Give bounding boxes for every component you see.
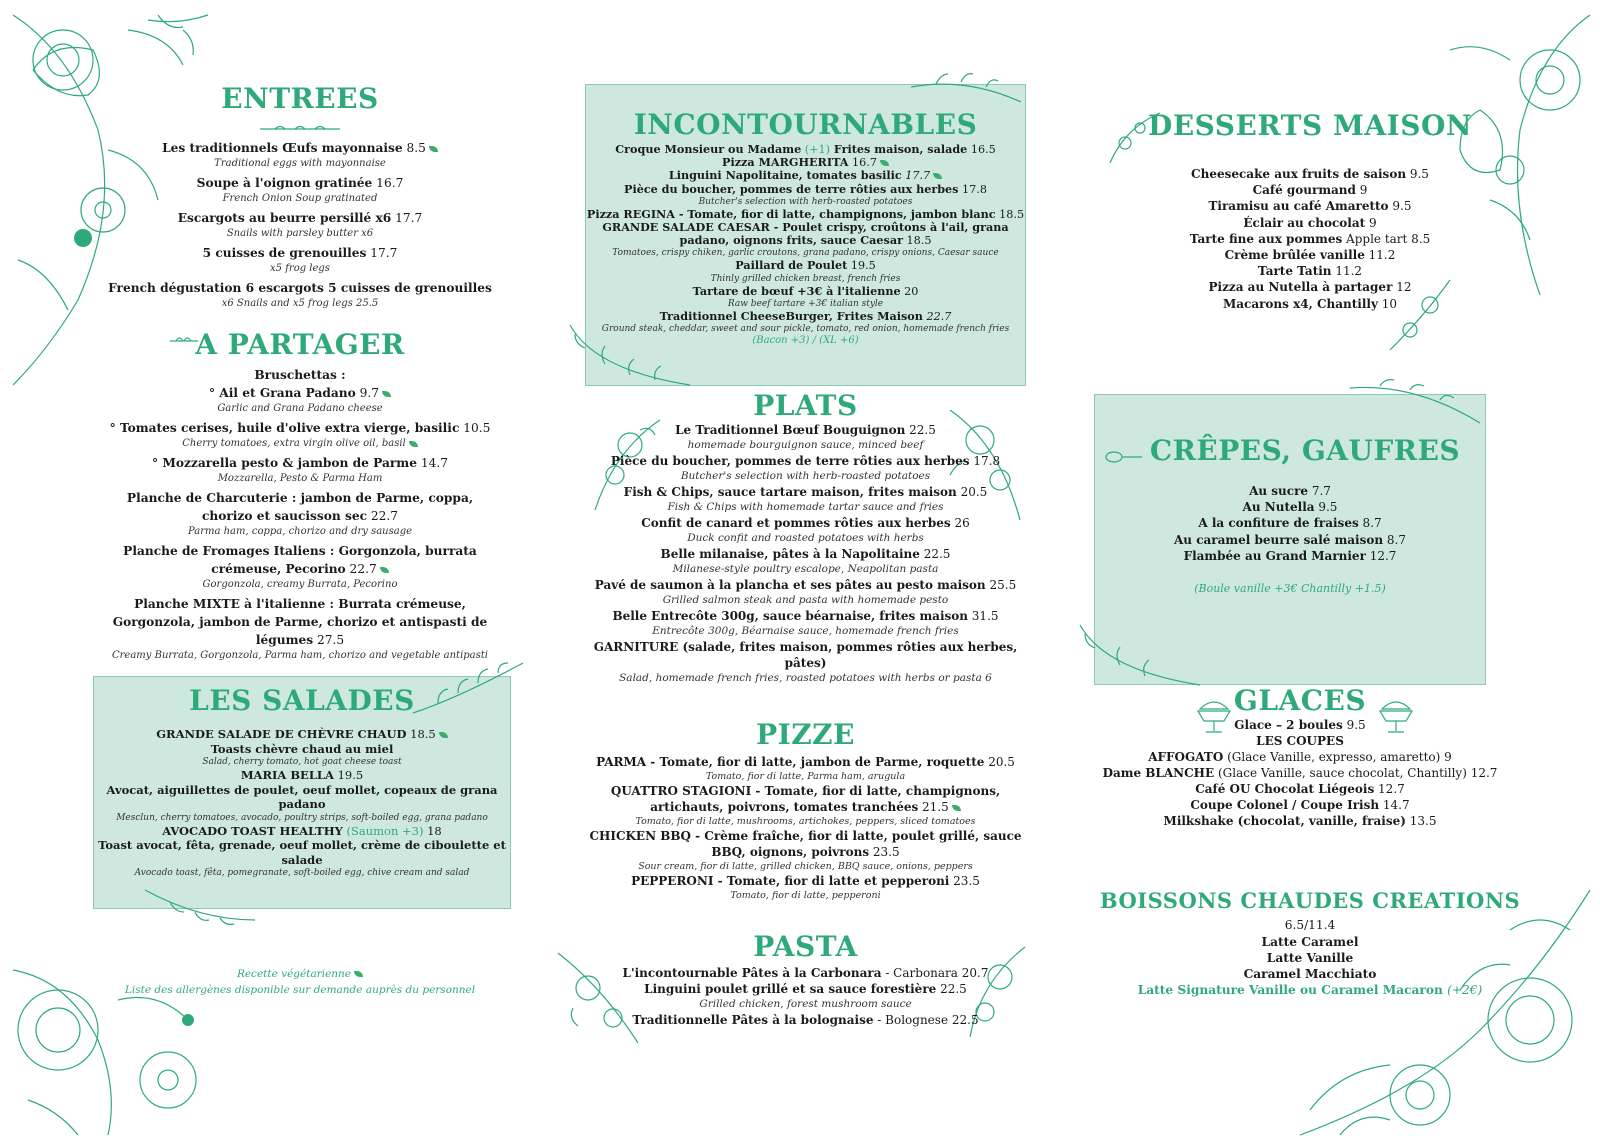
item-translation: Creamy Burrata, Gorgonzola, Parma ham, chorizo and vegetable antipasti <box>111 650 488 661</box>
menu-item <box>1080 717 1520 733</box>
item-price: 17.7 <box>366 246 398 260</box>
item-price: 22.7 <box>345 562 377 576</box>
item-translation: Tomato, fior di latte, mushrooms, artichokes, peppers, sliced tomatoes <box>635 816 976 827</box>
item-translation: Salad, cherry tomato, hot goat cheese toast <box>202 757 402 767</box>
item-price: 9.5 <box>1314 500 1338 515</box>
menu-item <box>1100 182 1520 198</box>
item-price: 16.5 <box>967 143 996 156</box>
item-name: GRANDE SALADE DE CHÈVRE CHAUD <box>156 727 407 741</box>
item-description: Avocat, aiguillettes de poulet, oeuf mollet, copeaux de grana padano <box>106 782 498 811</box>
item-name: Pièce du boucher, pommes de terre rôties aux herbes <box>624 181 959 196</box>
leaf-icon <box>952 805 961 811</box>
item-price: 17.7 <box>391 211 423 225</box>
entrees-section <box>100 82 500 315</box>
item-price: 22.5 <box>905 423 936 437</box>
item-translation: Grilled chicken, forest mushroom sauce <box>699 998 912 1010</box>
item-translation: Salad, homemade french fries, roasted potatoes with herbs or pasta 6 <box>619 672 992 684</box>
menu-item <box>585 422 1026 438</box>
item-price: 22.7 <box>922 309 952 323</box>
item-translation: Raw beef tartare +3€ italian style <box>727 298 884 309</box>
signature-note: (+2€) <box>1447 983 1483 997</box>
boissons-title: BOISSONS CHAUDES CREATIONS <box>1099 888 1521 913</box>
sprig-decoration <box>1385 275 1455 355</box>
item-name: Au sucre <box>1249 484 1309 498</box>
item-translation: homemade bourguignon sauce, minced beef <box>687 439 924 451</box>
item-name: A la confiture de fraises <box>1198 516 1359 531</box>
leaf-icon <box>354 971 363 977</box>
menu-item <box>1080 765 1520 781</box>
partager-section <box>100 328 500 666</box>
menu-item <box>1094 499 1486 515</box>
item-price: 22.5 <box>919 547 951 561</box>
menu-item <box>585 873 1026 889</box>
item-name: Planche de Fromages Italiens : Gorgonzola, burrata crémeuse, Pecorino <box>123 544 477 576</box>
menu-item <box>100 542 500 578</box>
item-translation: Gorgonzola, creamy Burrata, Pecorino <box>202 579 398 590</box>
pasta-title: PASTA <box>753 930 858 963</box>
item-name: Belle Entrecôte 300g, sauce béarnaise, frites maison <box>612 609 968 623</box>
menu-item <box>100 280 500 297</box>
partager-title: A PARTAGER <box>195 328 405 361</box>
item-price: (Glace Vanille, sauce chocolat, Chantilly) 12.7 <box>1214 766 1498 780</box>
item-name: Soupe à l'oignon gratinée <box>196 176 373 190</box>
leaf-icon <box>380 567 389 573</box>
item-translation: Thinly grilled chicken breast, french fries <box>710 273 901 284</box>
item-name: Pizza REGINA - Tomate, fior di latte, champignons, jambon blanc <box>586 206 996 221</box>
item-name: Pièce du boucher, pommes de terre rôties aux herbes <box>610 454 970 468</box>
item-price: 8.7 <box>1358 516 1382 531</box>
item-price: 22.5 <box>936 982 967 996</box>
item-name: French dégustation 6 escargots 5 cuisses de grenouilles <box>108 281 492 295</box>
item-price: 11.2 <box>1331 264 1363 279</box>
item-translation: French Onion Soup gratinated <box>222 193 378 204</box>
item-name: GARNITURE (salade, frites maison, pommes rôties aux herbes, pâtes) <box>593 640 1018 670</box>
item-translation: Mesclun, cherry tomatoes, avocado, poultry strips, soft-boiled egg, grana padano <box>116 812 488 823</box>
item-price: 31.5 <box>967 609 999 623</box>
item-name: L'incontournable Pâtes à la Carbonara <box>622 966 882 980</box>
item-price: (Glace Vanille, expresso, amaretto) 9 <box>1223 750 1452 764</box>
item-name: Tarte Tatin <box>1257 264 1332 279</box>
item-translation: Butcher's selection with herb-roasted potatoes <box>680 470 931 482</box>
drink-item: Latte Vanille <box>1266 951 1354 965</box>
item-translation: Grilled salmon steak and pasta with homemade pesto <box>662 594 949 606</box>
glaces-section <box>1080 684 1520 829</box>
item-name: Traditionnel CheeseBurger, Frites Maison <box>659 308 923 323</box>
item-name: Les traditionnels Œufs mayonnaise <box>162 141 403 155</box>
menu-item <box>100 419 500 437</box>
menu-item <box>1100 198 1520 214</box>
item-price: 9.5 <box>1342 718 1366 732</box>
leaf-icon <box>880 160 889 166</box>
item-name: Linguini Napolitaine, tomates basilic <box>668 168 902 183</box>
item-price: 10.5 <box>459 421 491 435</box>
menu-item <box>100 140 500 157</box>
menu-item <box>1100 231 1520 247</box>
sprig-decoration <box>140 880 260 930</box>
item-translation: Butcher's selection with herb-roasted potatoes <box>698 196 913 207</box>
item-translation: Garlic and Grana Padano cheese <box>217 403 383 414</box>
desserts-title: DESSERTS MAISON <box>1148 109 1472 142</box>
menu-item <box>585 1012 1026 1028</box>
sprig-decoration <box>255 124 345 134</box>
item-translation: Tomato, fior di latte, Parma ham, arugula <box>705 771 906 782</box>
item-name: Croque Monsieur ou Madame <box>615 142 802 156</box>
item-name: AVOCADO TOAST HEALTHY <box>162 823 343 838</box>
item-price: 18.5 <box>406 727 436 741</box>
menu-item <box>585 515 1026 531</box>
menu-item <box>585 639 1026 671</box>
item-price: 18.5 <box>902 234 932 248</box>
item-price: 26 <box>950 516 970 530</box>
item-price: 22.7 <box>367 509 399 523</box>
item-price: 9.5 <box>1406 167 1429 181</box>
menu-item <box>585 783 1026 815</box>
menu-item <box>1094 483 1486 499</box>
item-price: 9 <box>1365 215 1377 230</box>
item-translation: Milanese-style poultry escalope, Neapolitan pasta <box>672 563 939 575</box>
item-name: Crème brûlée vanille <box>1224 248 1365 263</box>
item-price: 25.5 <box>985 578 1017 592</box>
menu-item <box>1100 247 1520 263</box>
menu-item <box>100 384 500 402</box>
item-price: 16.7 <box>372 176 404 190</box>
leaf-icon <box>382 391 391 397</box>
menu-item <box>1100 263 1520 279</box>
menu-item <box>585 453 1026 469</box>
menu-item <box>100 245 500 262</box>
crepes-section <box>1094 434 1486 595</box>
menu-item <box>585 183 1026 196</box>
item-name: AFFOGATO <box>1148 750 1224 764</box>
item-name: Tarte fine aux pommes <box>1189 231 1343 246</box>
menu-item <box>585 981 1026 997</box>
item-name: Planche de Charcuterie : jambon de Parme, coppa, chorizo et saucisson sec <box>126 491 474 523</box>
menu-item <box>93 768 511 783</box>
item-name: Planche MIXTE à l'italienne : Burrata crémeuse, Gorgonzola, jambon de Parme, chorizo et antispasti de légumes <box>112 597 488 647</box>
menu-item <box>1094 532 1486 548</box>
item-name-2: Frites maison, salade <box>829 142 968 156</box>
item-price: 20 <box>900 284 919 298</box>
item-price: 8.5 <box>402 141 426 155</box>
plats-title: PLATS <box>753 389 858 422</box>
menu-item <box>1080 733 1520 749</box>
incontournables-note: (Bacon +3) / (XL +6) <box>752 335 859 347</box>
footnotes <box>100 968 500 996</box>
item-name: Éclair au chocolat <box>1243 215 1366 230</box>
item-name: ° Mozzarella pesto & jambon de Parme <box>152 456 417 470</box>
leaf-icon <box>933 173 942 179</box>
item-translation: Parma ham, coppa, chorizo and dry sausage <box>187 526 413 537</box>
item-price: 19.5 <box>333 768 364 782</box>
item-price: 19.5 <box>847 259 876 273</box>
item-price: 17.7 <box>901 169 931 183</box>
menu-item <box>93 727 511 742</box>
item-price: 14.7 <box>1379 798 1410 812</box>
bruschettas-label: Bruschettas : <box>254 368 346 382</box>
menu-item <box>585 965 1026 981</box>
menu-item <box>1080 797 1520 813</box>
item-name: Pizza MARGHERITA <box>722 155 849 170</box>
vegetarian-note: Recette végétarienne <box>236 968 352 980</box>
item-name: GRANDE SALADE CAESAR - Poulet crispy, croûtons à l'ail, grana padano, oignons frits, sauce Caesar <box>602 220 1009 248</box>
menu-item <box>1080 781 1520 797</box>
item-name: Dame BLANCHE <box>1102 766 1215 780</box>
menu-item <box>100 595 500 649</box>
item-translation: Tomato, fior di latte, pepperoni <box>730 890 881 901</box>
item-name: Paillard de Poulet <box>735 258 848 273</box>
crepes-note: (Boule vanille +3€ Chantilly +1.5) <box>1194 582 1386 596</box>
salades-title: LES SALADES <box>189 684 415 717</box>
item-price: 18 <box>423 823 442 838</box>
glaces-title: GLACES <box>1233 684 1367 717</box>
item-name: Le Traditionnel Bœuf Bouguignon <box>675 423 906 437</box>
item-price: 20.5 <box>984 755 1015 769</box>
item-price: 8.7 <box>1383 532 1406 547</box>
menu-item <box>93 824 511 839</box>
menu-item <box>585 546 1026 562</box>
item-name: ° Ail et Grana Padano <box>208 386 356 400</box>
pasta-section <box>585 930 1026 1028</box>
item-price: 12 <box>1392 280 1412 295</box>
item-name: Au caramel beurre salé maison <box>1174 532 1384 547</box>
item-price: 13.5 <box>1405 814 1437 828</box>
item-price: 14.7 <box>416 456 448 470</box>
menu-item <box>1100 166 1520 182</box>
sprig-decoration <box>1345 378 1485 428</box>
item-description: Toasts chèvre chaud au miel <box>210 741 394 756</box>
item-price: 12.7 <box>1374 782 1405 796</box>
item-name: Confit de canard et pommes rôties aux herbes <box>641 516 951 530</box>
item-price: 23.5 <box>949 874 980 888</box>
menu-item <box>585 484 1026 500</box>
sprig-decoration <box>168 334 200 348</box>
item-name: ° Tomates cerises, huile d'olive extra vierge, basilic <box>109 421 460 435</box>
item-translation: Entrecôte 300g, Béarnaise sauce, homemade french fries <box>652 625 959 637</box>
item-name: Tiramisu au café Amaretto <box>1208 199 1389 214</box>
item-price: 18.5 <box>995 207 1025 221</box>
drink-item: Latte Caramel <box>1261 935 1359 949</box>
item-price: 17.8 <box>958 182 987 196</box>
menu-item <box>1080 749 1520 765</box>
menu-item <box>1094 515 1486 531</box>
item-name: 5 cuisses de grenouilles <box>202 246 367 260</box>
item-price: - Bolognese 22.5 <box>873 1013 979 1027</box>
desserts-section <box>1100 109 1520 312</box>
menu-item <box>585 608 1026 624</box>
item-translation: Ground steak, cheddar, sweet and sour pickle, tomato, red onion, homemade french fries <box>601 324 1010 335</box>
menu-item <box>585 754 1026 770</box>
item-price: 9.7 <box>355 386 380 400</box>
item-name: Tartare de bœuf +3€ à l'italienne <box>692 283 901 298</box>
menu-item <box>100 175 500 192</box>
menu-item <box>100 210 500 227</box>
boissons-price: 6.5/11.4 <box>1284 918 1336 932</box>
item-price: 9 <box>1355 183 1368 198</box>
item-price: 16.7 <box>848 156 877 170</box>
menu-item <box>585 310 1026 323</box>
item-price: Apple tart 8.5 <box>1342 231 1431 246</box>
incontournables-section <box>585 108 1026 346</box>
signature-drink: Latte Signature Vanille ou Caramel Macaron <box>1137 983 1443 997</box>
leaf-icon <box>409 441 418 447</box>
item-name: QUATTRO STAGIONI - Tomate, fior di latte, champignons, artichauts, poivrons, tomates tranchées <box>610 784 1001 814</box>
item-name: PEPPERONI - Tomate, fior di latte et pepperoni <box>631 874 950 888</box>
item-translation: Tomatoes, crispy chiken, garlic croutons, grana padano, crispy onions, Caesar sauce <box>612 248 999 259</box>
item-price: - Carbonara 20.7 <box>881 966 989 980</box>
item-name: Pizza au Nutella à partager <box>1208 280 1393 295</box>
menu-item <box>100 454 500 472</box>
item-name: Macarons x4, Chantilly <box>1222 296 1378 311</box>
item-description: Toast avocat, fêta, grenade, oeuf mollet, crème de ciboulette et salade <box>98 838 506 867</box>
menu-item <box>1080 813 1520 829</box>
item-name: Fish & Chips, sauce tartare maison, frites maison <box>623 485 957 499</box>
item-name: MARIA BELLA <box>240 768 334 782</box>
item-translation: Sour cream, fior di latte, grilled chicken, BBQ sauce, onions, peppers <box>638 861 973 872</box>
pizze-section <box>585 718 1026 902</box>
item-name: LES COUPES <box>1256 734 1344 748</box>
item-price: 12.7 <box>1365 548 1397 563</box>
item-price: 23.5 <box>869 845 900 859</box>
item-name: Cheesecake aux fruits de saison <box>1191 167 1407 181</box>
item-translation: x5 frog legs <box>270 263 330 274</box>
menu-item <box>100 489 500 525</box>
menu-item <box>585 577 1026 593</box>
menu-item <box>1094 548 1486 564</box>
item-name: Café OU Chocolat Liégeois <box>1195 782 1375 796</box>
menu-item <box>585 221 1026 247</box>
allergens-note: Liste des allergènes disponible sur demande auprès du personnel <box>124 984 476 996</box>
item-price: 10 <box>1377 296 1398 311</box>
item-name: CHICKEN BBQ - Crème fraîche, fior di latte, poulet grillé, sauce BBQ, oignons, poivrons <box>589 829 1022 859</box>
item-note: (+1) <box>801 143 830 156</box>
item-translation: Snails with parsley butter x6 <box>226 228 374 239</box>
item-name: Linguini poulet grillé et sa sauce forestière <box>644 982 937 996</box>
item-translation: Traditional eggs with mayonnaise <box>214 158 386 169</box>
menu-item <box>1100 296 1520 312</box>
leaf-icon <box>439 732 448 738</box>
crepes-title: CRÊPES, GAUFRES <box>1149 434 1461 467</box>
sprig-decoration <box>1075 620 1205 690</box>
menu-item <box>585 828 1026 860</box>
boissons-section <box>1080 888 1540 999</box>
item-name: Flambée au Grand Marnier <box>1183 548 1366 563</box>
item-translation: Mozzarella, Pesto & Parma Ham <box>217 473 383 484</box>
item-price: 21.5 <box>918 800 949 814</box>
item-note: (Saumon +3) <box>342 823 424 838</box>
incontournables-title: INCONTOURNABLES <box>633 108 978 141</box>
item-name: Escargots au beurre persillé x6 <box>177 211 392 225</box>
plats-section <box>585 389 1026 686</box>
item-translation: x6 Snails and x5 frog legs 25.5 <box>221 298 379 309</box>
item-translation: Cherry tomatoes, extra virgin olive oil, basil <box>100 437 500 451</box>
pizze-title: PIZZE <box>756 718 855 751</box>
entrees-title: ENTREES <box>221 82 379 115</box>
menu-item <box>1100 279 1520 295</box>
leaf-icon <box>429 146 438 152</box>
item-price: 20.5 <box>956 485 988 499</box>
item-price: 27.5 <box>313 633 345 647</box>
item-name: PARMA - Tomate, fior di latte, jambon de Parme, roquette <box>596 755 985 769</box>
menu-item <box>585 285 1026 298</box>
menu-item <box>1100 215 1520 231</box>
item-name: Milkshake (chocolat, vanille, fraise) <box>1163 814 1406 828</box>
item-translation: Avocado toast, fêta, pomegranate, soft-boiled egg, chive cream and salad <box>134 868 470 878</box>
item-name: Pavé de saumon à la plancha et ses pâtes au pesto maison <box>594 578 986 592</box>
item-name: Belle milanaise, pâtes à la Napolitaine <box>660 547 920 561</box>
item-translation: Fish & Chips with homemade tartar sauce and fries <box>667 501 944 513</box>
item-translation: Duck confit and roasted potatoes with herbs <box>687 532 924 544</box>
drink-item: Caramel Macchiato <box>1243 967 1377 981</box>
item-price: 7.7 <box>1308 484 1331 498</box>
salades-section <box>93 684 511 879</box>
item-price: 11.2 <box>1364 248 1396 263</box>
item-price: 9.5 <box>1388 199 1412 214</box>
item-name: Glace – 2 boules <box>1234 718 1343 732</box>
item-name: Traditionnelle Pâtes à la bolognaise <box>632 1013 874 1027</box>
menu-item <box>585 259 1026 272</box>
item-name: Café gourmand <box>1252 183 1356 198</box>
item-price: 17.8 <box>969 454 1001 468</box>
item-name: Au Nutella <box>1242 500 1315 515</box>
item-name: Coupe Colonel / Coupe Irish <box>1190 798 1380 812</box>
